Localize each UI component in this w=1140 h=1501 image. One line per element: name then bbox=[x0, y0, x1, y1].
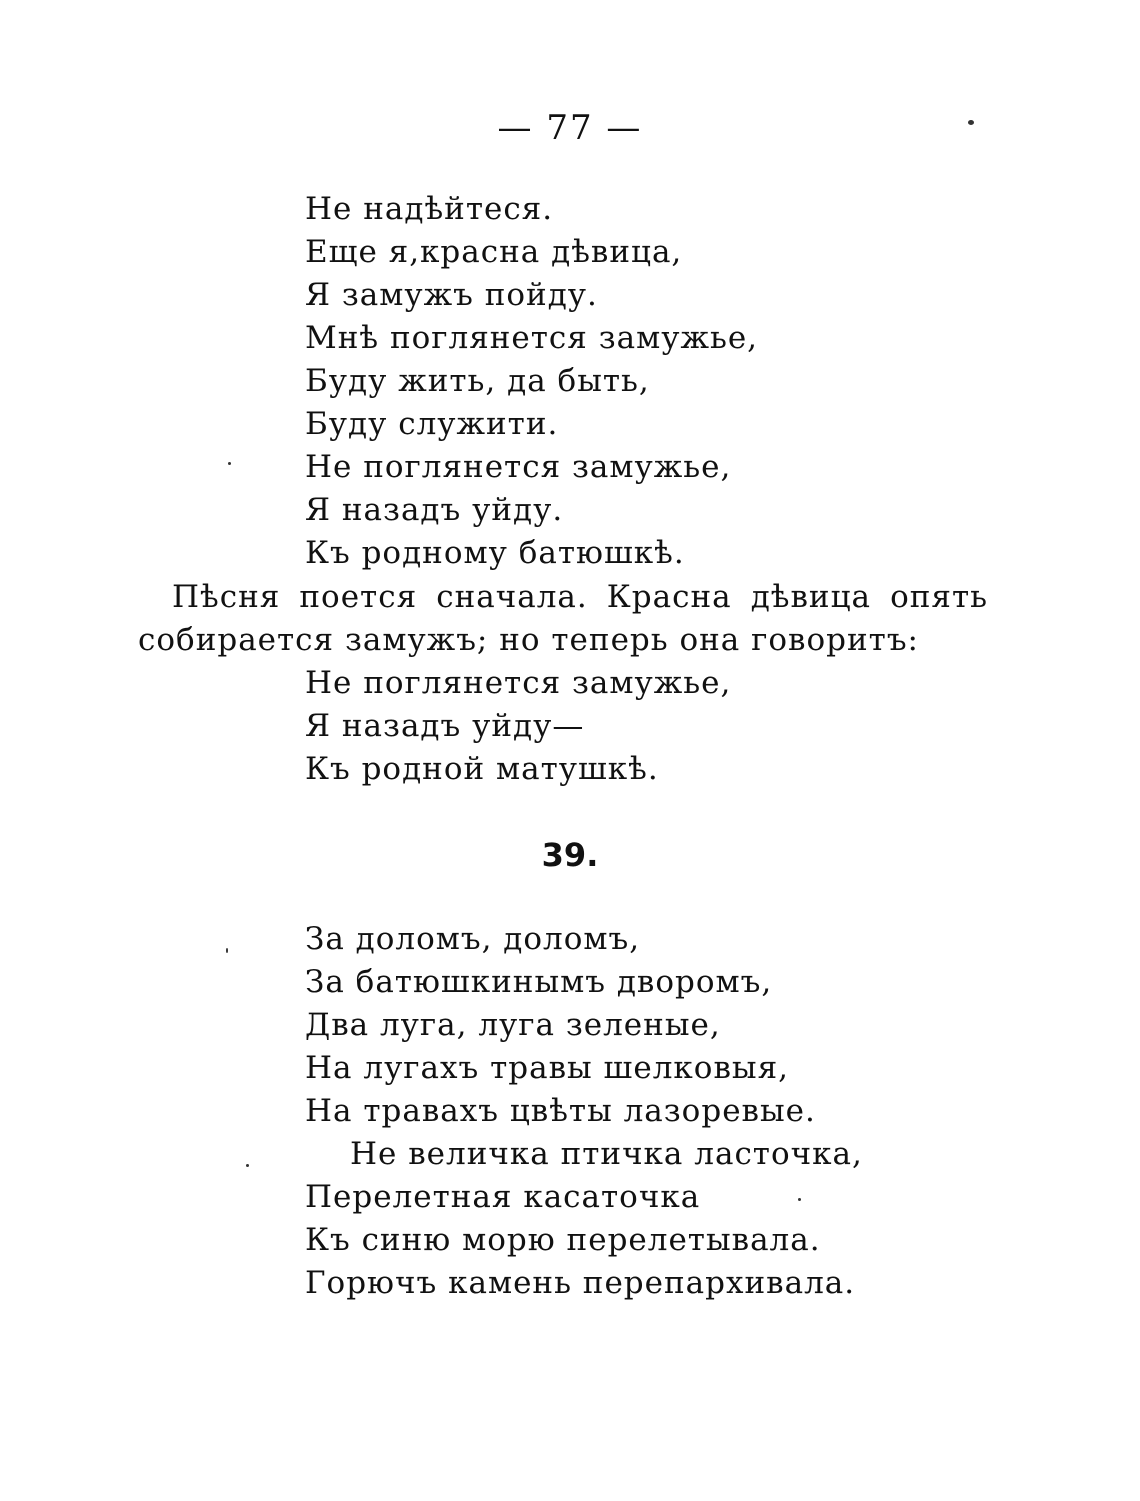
prose-note bbox=[138, 576, 988, 662]
poem-line: Я назадъ уйду. bbox=[305, 492, 564, 528]
poem-line: Я назадъ уйду— bbox=[305, 708, 585, 744]
poem-line: Къ родной матушкѣ. bbox=[305, 751, 659, 787]
poem-line: Перелетная касаточка bbox=[305, 1179, 701, 1215]
poem-song-39 bbox=[305, 918, 863, 1305]
scan-speck bbox=[798, 1198, 801, 1201]
prose-line-2: собирается замужъ; но теперь она говоритъ: bbox=[138, 622, 919, 658]
scan-speck bbox=[226, 948, 228, 953]
poem-line: Не поглянется замужье, bbox=[305, 449, 732, 485]
poem-line: Буду жить, да быть, bbox=[305, 363, 650, 399]
poem-line: Не надѣйтеся. bbox=[305, 191, 554, 227]
poem-line: Еще я,красна дѣвица, bbox=[305, 234, 683, 270]
poem-line: Не поглянется замужье, bbox=[305, 665, 732, 701]
scan-speck bbox=[968, 120, 974, 125]
poem-line: Горючъ камень перепархивала. bbox=[305, 1265, 856, 1301]
poem-stanza-1 bbox=[305, 188, 758, 575]
scan-speck bbox=[228, 462, 231, 465]
poem-line: За доломъ, доломъ, bbox=[305, 921, 641, 957]
poem-line: Къ синю морю перелетывала. bbox=[305, 1222, 821, 1258]
poem-line: На травахъ цвѣты лазоревые. bbox=[305, 1093, 816, 1129]
page-number: — 77 — bbox=[497, 108, 643, 148]
song-number: 39. bbox=[541, 836, 599, 874]
poem-line: На лугахъ травы шелковыя, bbox=[305, 1050, 789, 1086]
poem-line: Къ родному батюшкѣ. bbox=[305, 535, 685, 571]
poem-line: Мнѣ поглянется замужье, bbox=[305, 320, 759, 356]
poem-line: Я замужъ пойду. bbox=[305, 277, 598, 313]
poem-line: Не величка птичка ласточка, bbox=[350, 1136, 863, 1172]
poem-line: За батюшкинымъ дворомъ, bbox=[305, 964, 773, 1000]
poem-line: Два луга, луга зеленые, bbox=[305, 1007, 721, 1043]
poem-stanza-2 bbox=[305, 662, 731, 791]
prose-line-1: Пѣсня поется сначала. Красна дѣвица опять bbox=[172, 579, 988, 615]
poem-line: Буду служити. bbox=[305, 406, 559, 442]
scan-speck bbox=[246, 1164, 249, 1167]
